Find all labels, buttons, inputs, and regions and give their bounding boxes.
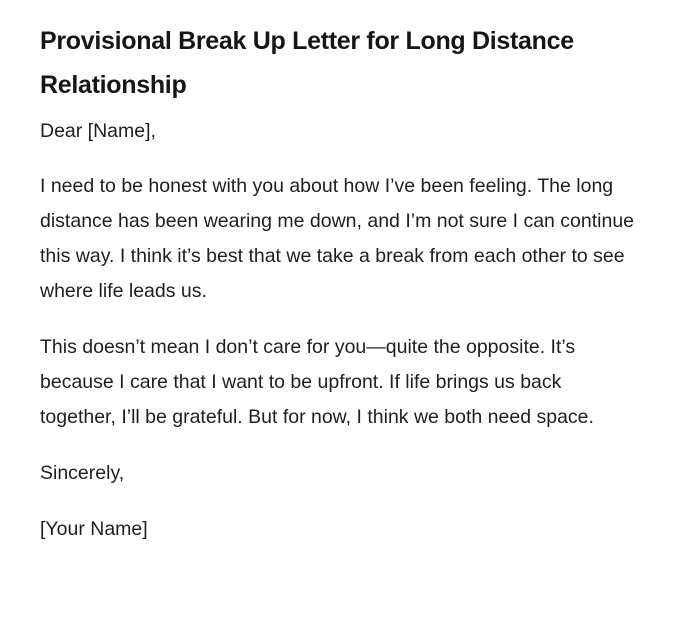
letter-signature: [Your Name] [40,518,148,540]
letter-paragraph-2: This doesn’t mean I don’t care for you—quite the opposite. It’s because I care that I want to be upfront. If life brings us back together, I’ll be grateful. But for now, I think we both need space. [40,336,594,428]
letter-salutation: Dear [Name], [40,120,156,142]
letter-title: Provisional Break Up Letter for Long Distance Relationship [40,27,574,99]
letter-paragraph-1: I need to be honest with you about how I’ve been feeling. The long distance has been wearing me down, and I’m not sure I can continue this way. I think it’s best that we take a break from each other to see where life leads us. [40,175,635,302]
letter-document [40,19,640,547]
letter-closing: Sincerely, [40,462,125,484]
